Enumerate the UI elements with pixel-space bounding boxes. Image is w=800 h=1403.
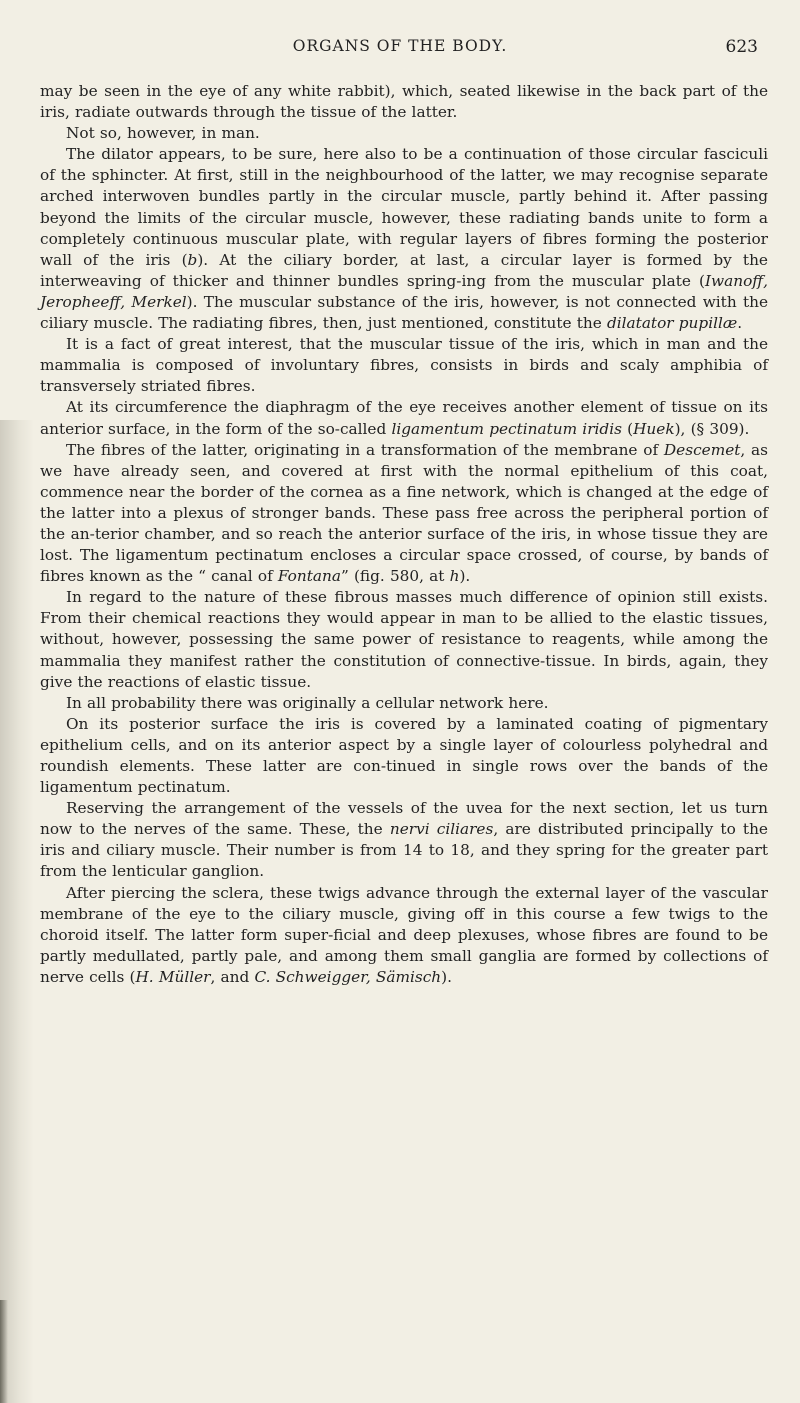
paragraph: In all probability there was originally a cellular network here. xyxy=(66,693,549,712)
paragraph: Reserving the arrangement of the vessels of the uvea for the next section, let us turn now to the nerves of the same. These, the nervi ciliares, are distributed principally to the iris and ciliary muscle. Their number is from 14 to 18, and they spring for the greater part from the lenticular ganglion. xyxy=(40,799,768,881)
running-header xyxy=(0,15,800,55)
body-text xyxy=(40,81,768,988)
paragraph: The dilator appears, to be sure, here also to be a continuation of those circular fasciculi of the sphincter. At first, still in the neighbourhood of the latter, we may recognise separate arched interwoven bundles partly in the circular muscle, partly behind it. After passing beyond the limits of the circular muscle, however, these radiating bands unite to form a completely continuous muscular plate, with regular layers of fibres forming the posterior wall of the iris (b). At the ciliary border, at last, a circular layer is formed by the interweaving of thicker and thinner bundles spring-ing from the muscular plate (Iwanoff, Jeropheeff, Merkel). The muscular substance of the iris, however, is not connected with the ciliary muscle. The radiating fibres, then, just mentioned, constitute the dilatator pupillæ. xyxy=(40,145,768,333)
page-number: 623 xyxy=(725,37,758,57)
paragraph: may be seen in the eye of any white rabbit), which, seated likewise in the back part of the iris, radiate outwards through the tissue of the latter. xyxy=(40,82,768,122)
paragraph: On its posterior surface the iris is covered by a laminated coating of pigmentary epithelium cells, and on its anterior aspect by a single layer of colourless polyhedral and roundish elements. These latter are con-tinued in single rows over the bands of the ligamentum pectinatum. xyxy=(40,714,768,797)
paragraph: At its circumference the diaphragm of the eye receives another element of tissue on its anterior surface, in the form of the so-called ligamentum pectinatum iridis (Huek), (§ 309). xyxy=(40,398,768,438)
paragraph: In regard to the nature of these fibrous masses much difference of opinion still exists. From their chemical reactions they would appear in man to be allied to the elastic tissues, without, however, possessing the same power of resistance to reagents, while among the mammalia they manifest rather the constitution of connective-tissue. In birds, again, they give the reactions of elastic tissue. xyxy=(40,588,768,691)
paragraph: It is a fact of great interest, that the muscular tissue of the iris, which in man and the mammalia is composed of involuntary fibres, consists in birds and scaly amphibia of transversely striated fibres. xyxy=(40,335,768,396)
paragraph: After piercing the sclera, these twigs advance through the external layer of the vascular membrane of the eye to the ciliary muscle, giving off in this course a few twigs to the choroid itself. The latter form super-ficial and deep plexuses, whose fibres are found to be partly medullated, partly pale, and among them small ganglia are formed by collections of nerve cells (H. Müller, and C. Schweigger, Sämisch). xyxy=(40,883,768,986)
binding-shadow xyxy=(0,420,34,1403)
page-title: ORGANS OF THE BODY. xyxy=(292,37,508,55)
page-edge-shadow xyxy=(0,1300,8,1403)
paragraph: Not so, however, in man. xyxy=(66,124,260,143)
paragraph: The fibres of the latter, originating in a transformation of the membrane of Descemet, as we have already seen, and covered at first with the normal epithelium of this coat, commence near the border of the cornea as a fine network, which is changed at the edge of the latter into a plexus of stronger bands. These pass free across the peripheral portion of the an-terior chamber, and so reach the anterior surface of the iris, in whose tissue they are lost. The ligamentum pectinatum encloses a circular space crossed, of course, by bands of fibres known as the “ canal of Fontana” (fig. 580, at h). xyxy=(40,440,769,586)
